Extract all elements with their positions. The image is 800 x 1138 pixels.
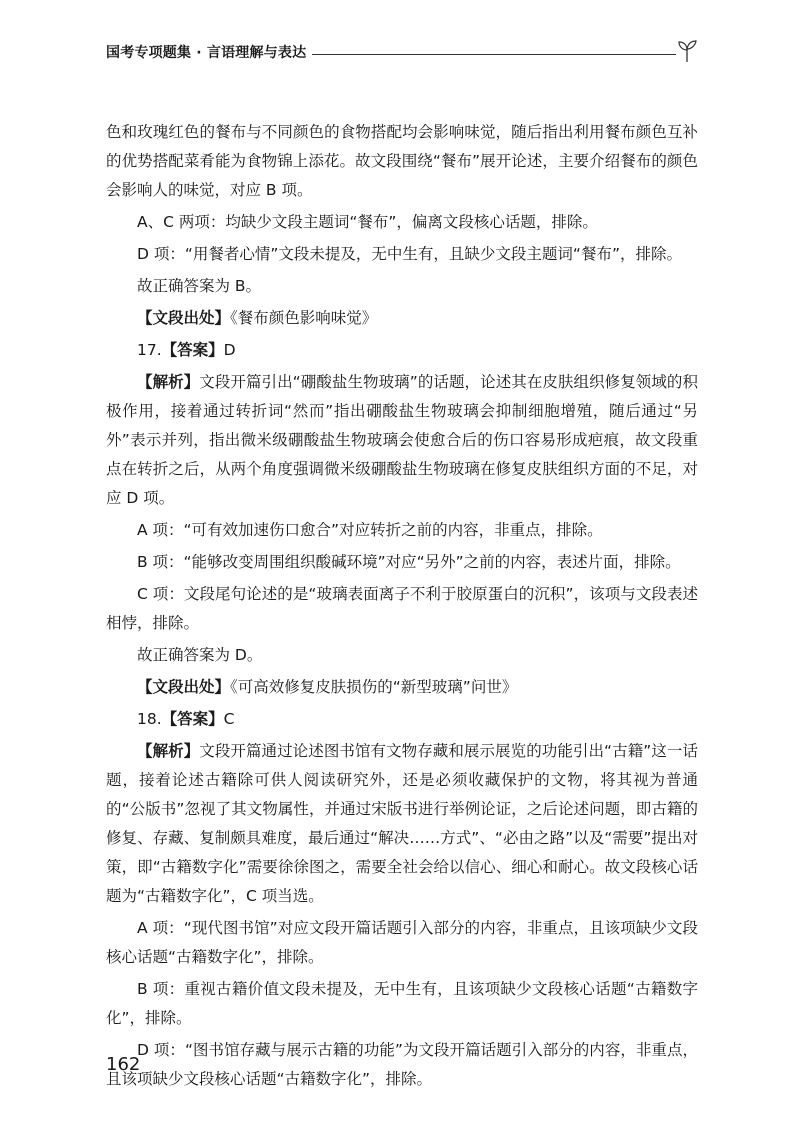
answer-line bbox=[106, 336, 698, 365]
analysis-paragraph bbox=[106, 737, 698, 911]
answer-value: D bbox=[223, 341, 236, 359]
paragraph: A、C 两项：均缺少文段主题词“餐布”，偏离文段核心话题，排除。 bbox=[137, 213, 598, 231]
paragraph: 色和玫瑰红色的餐布与不同颜色的食物搭配均会影响味觉，随后指出利用餐布颜色互补的优势搭配菜肴能为食物锦上添花。故文段围绕“餐布”展开论述，主要介绍餐布的颜色会影响人的味觉，对应 B 项。 bbox=[106, 123, 698, 199]
paragraph: B 项：“能够改变周围组织酸碱环境”对应“另外”之前的内容，表述片面，排除。 bbox=[137, 553, 681, 571]
paragraph: D 项：“图书馆存藏与展示古籍的功能”为文段开篇话题引入部分的内容，非重点，且该项缺少文段核心话题“古籍数字化”，排除。 bbox=[106, 1041, 698, 1088]
page-number: 162 bbox=[106, 1054, 141, 1075]
paragraph: A 项：“可有效加速伤口愈合”对应转折之前的内容，非重点，排除。 bbox=[137, 521, 603, 539]
header-title: 国考专项题集 · 言语理解与表达 bbox=[106, 45, 307, 61]
question-number: 17. bbox=[137, 341, 162, 359]
paragraph: B 项：重视古籍价值文段未提及，无中生有，且该项缺少文段核心话题“古籍数字化”，排除。 bbox=[106, 980, 698, 1027]
paragraph: 故正确答案为 D。 bbox=[137, 646, 263, 664]
running-header bbox=[106, 38, 706, 68]
paragraph: C 项：文段尾句论述的是“玻璃表面离子不利于胶原蛋白的沉积”，该项与文段表述相悖，排除。 bbox=[106, 585, 698, 632]
paragraph: A 项：“现代图书馆”对应文段开篇话题引入部分的内容，非重点，且该项缺少文段核心话题“古籍数字化”，排除。 bbox=[106, 919, 698, 966]
answer-label: 【答案】 bbox=[161, 710, 224, 728]
question-number: 18. bbox=[137, 710, 162, 728]
source-line bbox=[106, 673, 698, 702]
paragraph: D 项：“用餐者心情”文段未提及，无中生有，且缺少文段主题词“餐布”，排除。 bbox=[137, 245, 682, 263]
analysis-text: 文段开篇通过论述图书馆有文物存藏和展示展览的功能引出“古籍”这一话题，接着论述古籍除可供人阅读研究外，还是必须收藏保护的文物，将其视为普通的“公版书”忽视了其文物属性，并通过宋版书进行举例论证，之后论述问题，即古籍的修复、存藏、复制颇具难度，最后通过“解决……方式”、“必由之路”以及“需要”提出对策，即“古籍数字化”需要徐徐图之，需要全社会给以信心、细心和耐心。故文段核心话题为“古籍数字化”，C 项当选。 bbox=[106, 742, 698, 905]
answer-line bbox=[106, 705, 698, 734]
source-line bbox=[106, 304, 698, 333]
source-text: 《餐布颜色影响味觉》 bbox=[230, 309, 378, 327]
answer-label: 【答案】 bbox=[161, 341, 224, 359]
sprout-icon bbox=[674, 38, 700, 64]
source-text: 《可高效修复皮肤损伤的“新型玻璃”问世》 bbox=[230, 678, 518, 696]
source-label: 【文段出处】 bbox=[137, 309, 231, 327]
paragraph: 故正确答案为 B。 bbox=[137, 277, 262, 295]
answer-explanations bbox=[106, 118, 698, 1097]
analysis-label: 【解析】 bbox=[137, 742, 200, 760]
header-rule bbox=[312, 54, 676, 55]
analysis-label: 【解析】 bbox=[137, 373, 200, 391]
analysis-text: 文段开篇引出“硼酸盐生物玻璃”的话题，论述其在皮肤组织修复领域的积极作用，接着通过转折词“然而”指出硼酸盐生物玻璃会抑制细胞增殖，随后通过“另外”表示并列，指出微米级硼酸盐生物玻璃会使愈合后的伤口容易形成疤痕，故文段重点在转折之后，从两个角度强调微米级硼酸盐生物玻璃在修复皮肤组织方面的不足，对应 D 项。 bbox=[106, 373, 698, 507]
answer-value: C bbox=[223, 710, 235, 728]
source-label: 【文段出处】 bbox=[137, 678, 231, 696]
analysis-paragraph bbox=[106, 368, 698, 513]
